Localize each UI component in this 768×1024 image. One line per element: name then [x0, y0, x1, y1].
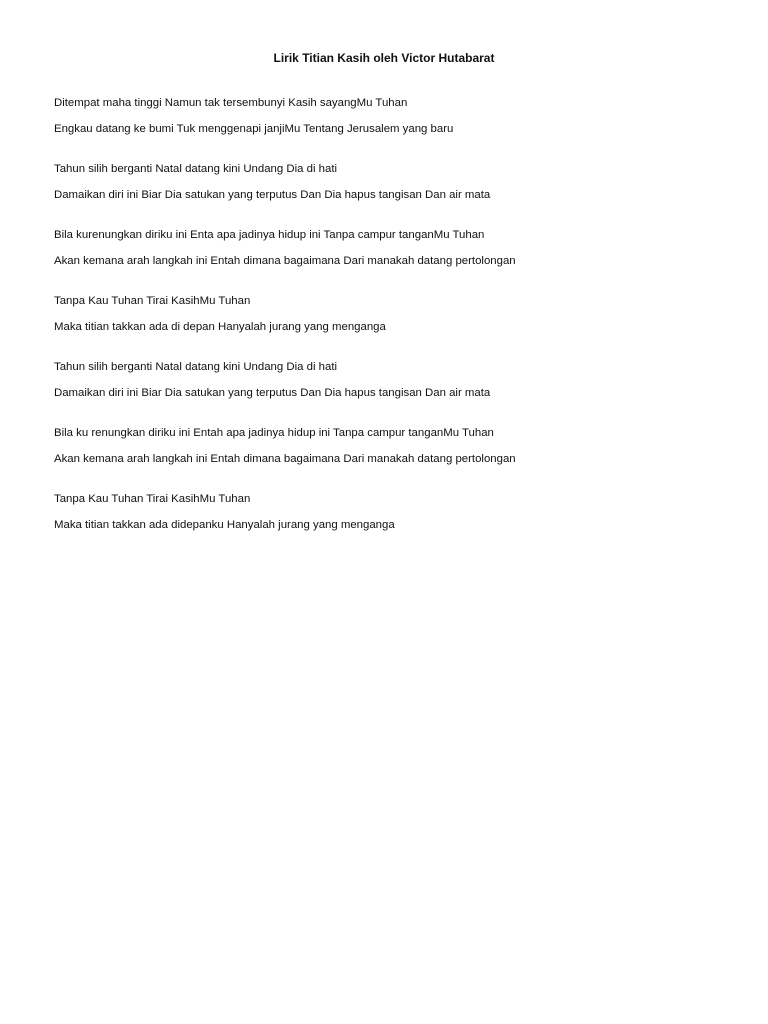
- lyric-line: Damaikan diri ini Biar Dia satukan yang terputus Dan Dia hapus tangisan Dan air mata: [54, 189, 491, 201]
- lyric-line: Damaikan diri ini Biar Dia satukan yang terputus Dan Dia hapus tangisan Dan air mata: [54, 387, 491, 399]
- lyric-line: Tahun silih berganti Natal datang kini Undang Dia di hati: [54, 163, 338, 175]
- stanza-5: [54, 360, 754, 400]
- lyric-line: Maka titian takkan ada didepanku Hanyalah jurang yang menganga: [54, 519, 395, 531]
- stanza-2: [54, 162, 754, 202]
- stanza-7: [54, 492, 754, 532]
- stanza-3: [54, 228, 754, 268]
- lyric-line: Ditempat maha tinggi Namun tak tersembunyi Kasih sayangMu Tuhan: [54, 97, 408, 109]
- document-title: Lirik Titian Kasih oleh Victor Hutabarat: [273, 51, 495, 65]
- lyric-line: Tanpa Kau Tuhan Tirai KasihMu Tuhan: [54, 493, 251, 505]
- lyric-line: Bila kurenungkan diriku ini Enta apa jadinya hidup ini Tanpa campur tanganMu Tuhan: [54, 229, 485, 241]
- stanza-6: [54, 426, 754, 466]
- stanza-4: [54, 294, 754, 334]
- stanza-1: [54, 96, 754, 136]
- lyric-line: Tahun silih berganti Natal datang kini Undang Dia di hati: [54, 361, 338, 373]
- lyric-line: Maka titian takkan ada di depan Hanyalah jurang yang menganga: [54, 321, 386, 333]
- lyrics-body: [54, 96, 754, 558]
- lyric-line: Tanpa Kau Tuhan Tirai KasihMu Tuhan: [54, 295, 251, 307]
- lyric-line: Engkau datang ke bumi Tuk menggenapi janjiMu Tentang Jerusalem yang baru: [54, 123, 454, 135]
- lyric-line: Akan kemana arah langkah ini Entah dimana bagaimana Dari manakah datang pertolongan: [54, 255, 516, 267]
- lyric-line: Bila ku renungkan diriku ini Entah apa jadinya hidup ini Tanpa campur tanganMu Tuhan: [54, 427, 494, 439]
- lyric-line: Akan kemana arah langkah ini Entah dimana bagaimana Dari manakah datang pertolongan: [54, 453, 516, 465]
